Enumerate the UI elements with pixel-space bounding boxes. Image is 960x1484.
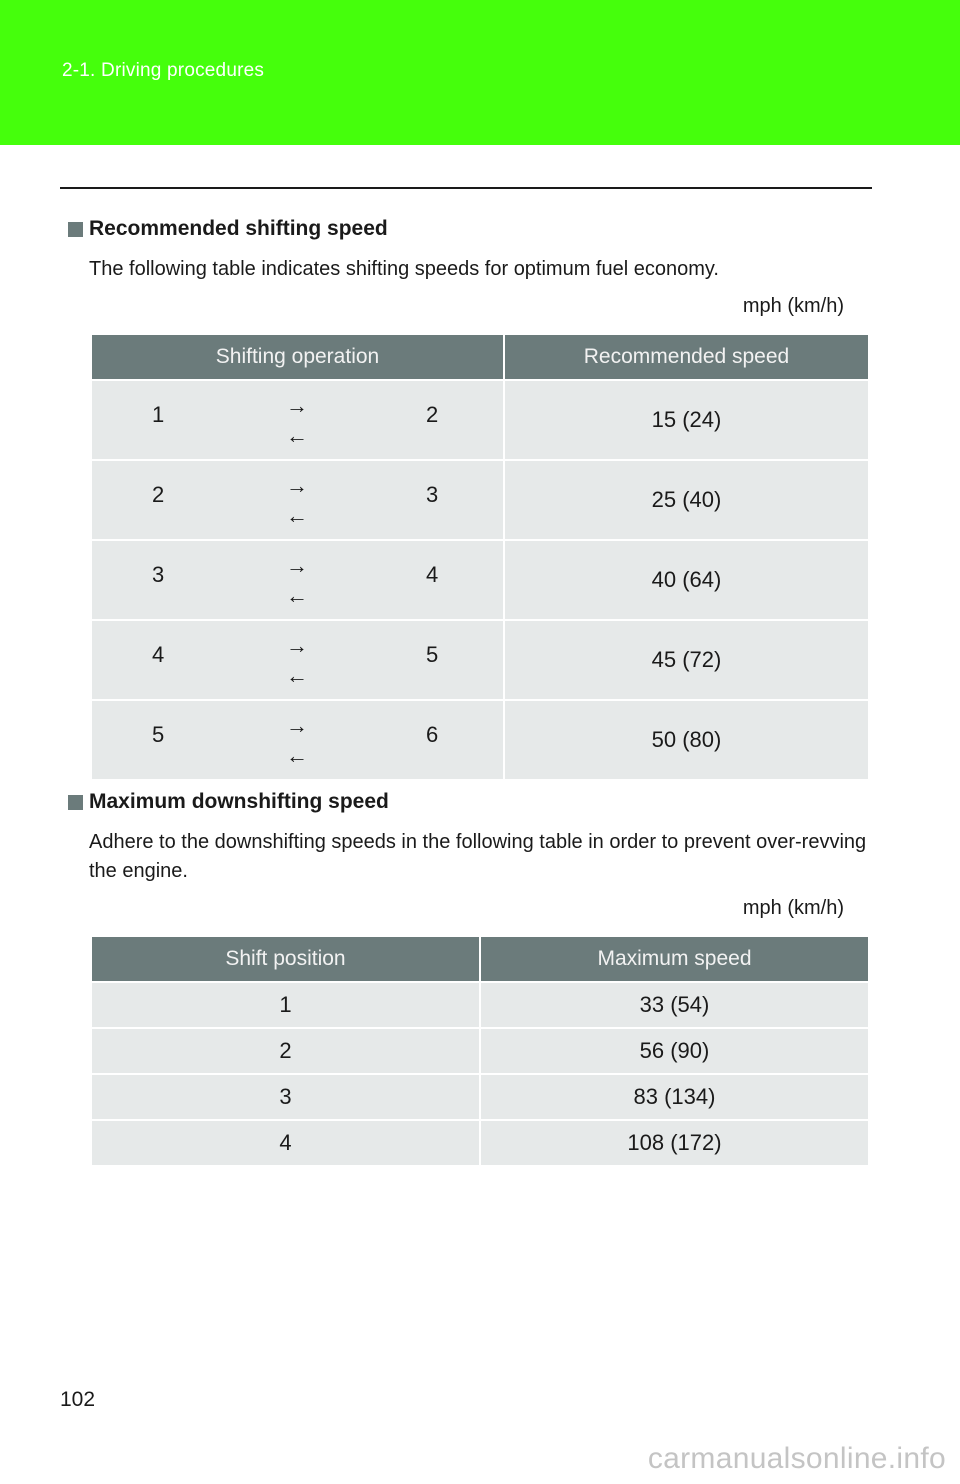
column-header: Recommended speed: [504, 335, 868, 380]
to-gear: 5: [426, 642, 439, 667]
watermark: carmanualsonline.info: [647, 1442, 946, 1475]
table-row: [92, 700, 868, 779]
right-arrow-icon: →: [286, 393, 308, 418]
table-row: [92, 540, 868, 620]
speed-cell: 56 (90): [480, 1028, 868, 1074]
table-row: [92, 380, 868, 460]
heading-text: Recommended shifting speed: [89, 217, 388, 240]
section-heading-maximum: [68, 790, 389, 814]
from-gear: 1: [152, 402, 165, 427]
table-row: [92, 620, 868, 700]
maximum-speed-table: [92, 937, 868, 1165]
speed-cell: 15 (24): [504, 380, 868, 460]
shift-position-cell: 3: [92, 1074, 480, 1120]
square-bullet-icon: [68, 222, 83, 237]
to-gear: 4: [426, 562, 439, 587]
speed-cell: 33 (54): [480, 982, 868, 1028]
right-arrow-icon: →: [286, 553, 308, 578]
unit-label: mph (km/h): [742, 897, 844, 919]
table-row: [92, 1074, 868, 1120]
shift-operation-cell: [92, 620, 504, 700]
right-arrow-icon: →: [286, 713, 308, 738]
from-gear: 5: [152, 722, 165, 747]
shift-operation-cell: [92, 460, 504, 540]
table-row: [92, 982, 868, 1028]
left-arrow-icon: ←: [286, 503, 308, 528]
table-header-row: [92, 335, 868, 380]
divider-rule: [60, 187, 872, 189]
column-header: Maximum speed: [480, 937, 868, 982]
right-arrow-icon: →: [286, 473, 308, 498]
section-heading-recommended: [68, 217, 388, 241]
page-number: 102: [60, 1388, 96, 1411]
column-header: Shifting operation: [92, 335, 504, 380]
left-arrow-icon: ←: [286, 583, 308, 608]
shift-position-cell: 4: [92, 1120, 480, 1165]
shift-position-cell: 1: [92, 982, 480, 1028]
shift-operation-cell: [92, 380, 504, 460]
shift-operation-cell: [92, 700, 504, 779]
to-gear: 6: [426, 722, 439, 747]
to-gear: 3: [426, 482, 439, 507]
section-description: Adhere to the downshifting speeds in the following table in order to prevent over-revving the engine.: [89, 831, 867, 882]
table-row: [92, 460, 868, 540]
shift-position-cell: 2: [92, 1028, 480, 1074]
to-gear: 2: [426, 402, 439, 427]
section-label: 2-1. Driving procedures: [62, 60, 265, 81]
column-header: Shift position: [92, 937, 480, 982]
table-header-row: [92, 937, 868, 982]
table-row: [92, 1120, 868, 1165]
left-arrow-icon: ←: [286, 743, 308, 768]
section-description: The following table indicates shifting speeds for optimum fuel economy.: [89, 258, 719, 280]
from-gear: 2: [152, 482, 165, 507]
right-arrow-icon: →: [286, 633, 308, 658]
square-bullet-icon: [68, 795, 83, 810]
from-gear: 4: [152, 642, 165, 667]
table-row: [92, 1028, 868, 1074]
shift-operation-cell: [92, 540, 504, 620]
left-arrow-icon: ←: [286, 663, 308, 688]
speed-cell: 40 (64): [504, 540, 868, 620]
speed-cell: 45 (72): [504, 620, 868, 700]
speed-cell: 108 (172): [480, 1120, 868, 1165]
speed-cell: 25 (40): [504, 460, 868, 540]
unit-label: mph (km/h): [742, 295, 844, 317]
shifting-speed-table: [92, 335, 868, 779]
left-arrow-icon: ←: [286, 423, 308, 448]
speed-cell: 50 (80): [504, 700, 868, 779]
header-band: [0, 0, 960, 145]
heading-text: Maximum downshifting speed: [89, 790, 389, 813]
from-gear: 3: [152, 562, 165, 587]
speed-cell: 83 (134): [480, 1074, 868, 1120]
